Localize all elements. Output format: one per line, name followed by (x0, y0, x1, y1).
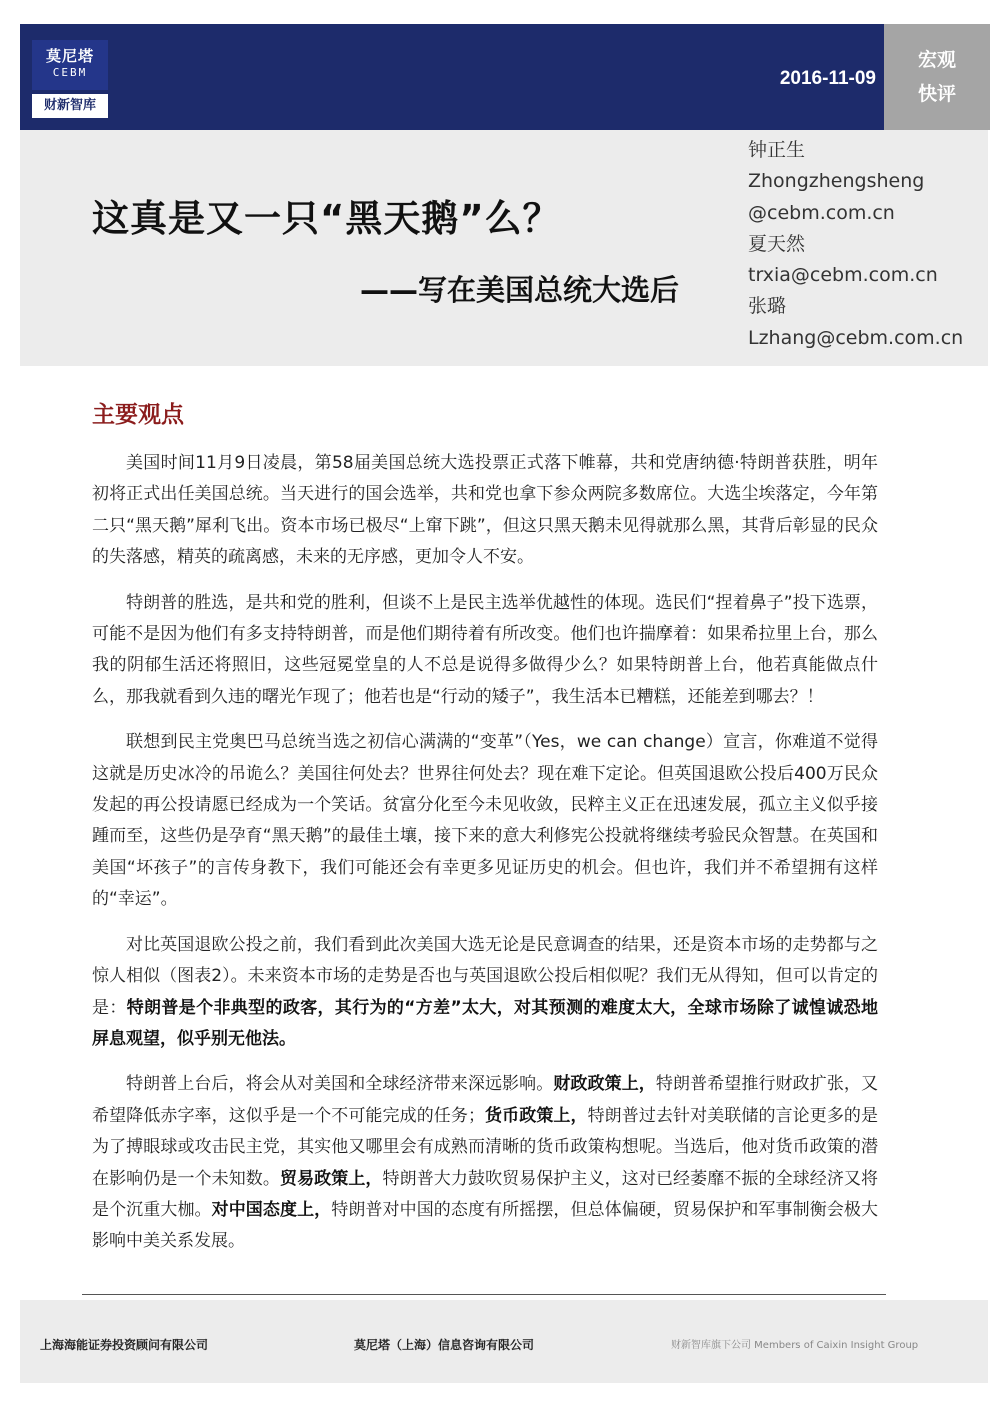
report-subtitle: ——写在美国总统大选后 (360, 273, 680, 307)
footer-group: 财新智库旗下公司 Members of Caixin Insight Group (671, 1340, 919, 1351)
section-heading: 主要观点 (92, 402, 184, 428)
badge-line-2: 快评 (917, 83, 956, 105)
author-line: 夏天然 (748, 232, 806, 255)
author-line: 张璐 (748, 295, 787, 318)
paragraph-text: 特朗普大力鼓吹贸易保护主义，这对已经萎靡不振的全球经济又将是个沉重大枷。 (92, 1168, 879, 1220)
logo-sub-text: 财新智库 (32, 94, 108, 118)
paragraph-text: 特朗普上台后，将会从对美国和全球经济带来深远影响。 (126, 1074, 554, 1095)
paragraph-text: 特朗普过去针对美联储的言论更多的是为了搏眼球或攻击民主党，其实他又哪里会有成熟而清晰的货币政策构想呢。当选后，他对货币政策的潜在影响仍是一个未知数。 (92, 1105, 879, 1189)
report-type-badge (884, 24, 990, 130)
paragraph-text: 特朗普希望推行财政扩张，又希望降低赤字率，这似乎是一个不可能完成的任务； (92, 1074, 879, 1126)
paragraph-2: 特朗普的胜选，是共和党的胜利，但谈不上是民主选举优越性的体现。选民们“捏着鼻子”投下选票，可能不是因为他们有多支持特朗普，而是他们期待着有所改变。他们也许揣摩着：如果希拉里上台，那么我的阴郁生活还将照旧，这些冠冕堂皇的人不总是说得多做得少么？如果特朗普上台，他若真能做点什么，那我就看到久违的曙光乍现了；他若也是“行动的矮子”，我生活本已糟糕，还能差到哪去？！ (92, 592, 878, 707)
paragraph-1: 美国时间11月9日凌晨，第58届美国总统大选投票正式落下帷幕，共和党唐纳德·特朗普获胜，明年初将正式出任美国总统。当天进行的国会选举，共和党也拿下参众两院多数席位。大选尘埃落定，今年第二只“黑天鹅”犀利飞出。资本市场已极尽“上窜下跳”，但这只黑天鹅未见得就那么黑，其背后彰显的民众的失落感，精英的疏离感，未来的无序感，更加令人不安。 (92, 453, 878, 568)
body-text (92, 448, 878, 1272)
logo-cn-text: 莫尼塔 (45, 47, 94, 65)
logo-mark (32, 40, 108, 90)
author-line: Lzhang@cebm.com.cn (748, 326, 964, 349)
author-line: trxia@cebm.com.cn (748, 264, 938, 287)
paragraph-emphasis: 对中国态度上， (211, 1199, 332, 1220)
paragraph-text: 特朗普对中国的态度有所摇摆，但总体偏硬，贸易保护和军事制衡会极大影响中美关系发展。 (92, 1199, 879, 1252)
author-line: @cebm.com.cn (748, 201, 895, 224)
paragraph-emphasis: 财政政策上， (553, 1074, 656, 1095)
footer-divider (82, 1294, 886, 1295)
paragraph-3: 联想到民主党奥巴马总统当选之初信心满满的“变革”（Yes，we can change）宣言，你难道不觉得这就是历史冰冷的吊诡么？美国往何处去？世界往何处去？现在难下定论。但英国退欧公投后400万民众发起的再公投请愿已经成为一个笑话。贫富分化至今未见收敛，民粹主义正在迅速发展，孤立主义似乎接踵而至，这些仍是孕育“黑天鹅”的最佳土壤，接下来的意大利修宪公投就将继续考验民众智慧。在英国和美国“坏孩子”的言传身教下，我们可能还会有幸更多见证历史的机会。但也许，我们并不希望拥有这样的“幸运”。 (92, 732, 878, 910)
badge-line-1: 宏观 (917, 49, 956, 71)
paragraph-text: 对比英国退欧公投之前，我们看到此次美国大选无论是民意调查的结果，还是资本市场的走势都与之惊人相似（图表2）。未来资本市场的走势是否也与英国退欧公投后相似呢？我们无从得知，但可以肯定的是： (92, 934, 878, 1018)
footer-company-1: 上海海能证券投资顾问有限公司 (40, 1338, 209, 1352)
footer-company-2: 莫尼塔（上海）信息咨询有限公司 (354, 1338, 535, 1352)
company-logo (32, 40, 108, 118)
paragraph-5 (92, 1069, 878, 1257)
paragraph-emphasis: 特朗普是个非典型的政客，其行为的“方差”太大，对其预测的难度太大，全球市场除了诚惶诚恐地屏息观望，似乎别无他法。 (92, 997, 879, 1049)
paragraph-4 (92, 930, 878, 1056)
report-date: 2016-11-09 (779, 68, 876, 89)
author-line: Zhongzhengsheng (748, 170, 925, 193)
logo-en-text: CEBM (52, 66, 88, 79)
author-list (748, 135, 984, 354)
paragraph-emphasis: 贸易政策上， (279, 1168, 383, 1189)
paragraph-emphasis: 货币政策上， (484, 1105, 588, 1126)
report-title: 这真是又一只“黑天鹅”么？ (92, 197, 561, 240)
author-line: 钟正生 (748, 139, 806, 161)
